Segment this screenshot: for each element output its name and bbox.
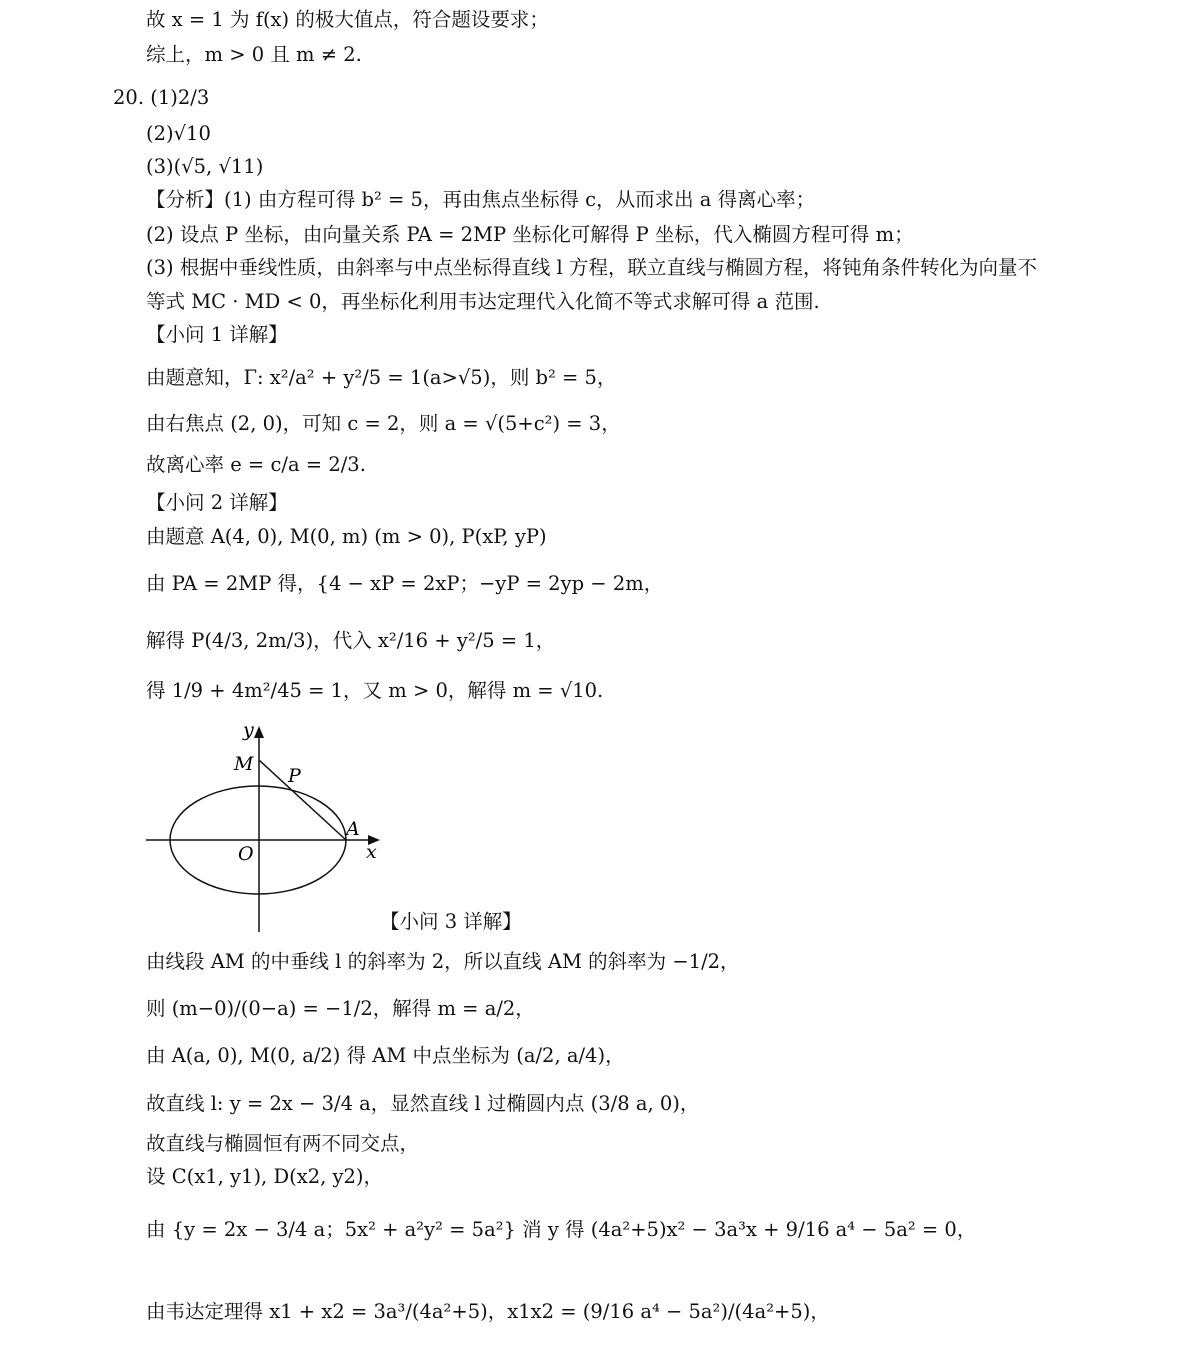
sub3-step-3: 由 A(a, 0), M(0, a/2) 得 AM 中点坐标为 (a/2, a/4)，	[146, 1044, 625, 1067]
label-P: P	[288, 765, 301, 787]
analysis-line-2: (2) 设点 P 坐标，由向量关系 PA = 2MP 坐标化可解得 P 坐标，代入椭圆方程可得 m；	[146, 223, 914, 246]
label-x: x	[366, 841, 377, 863]
sub3-step-2: 则 (m−0)/(0−a) = −1/2，解得 m = a/2，	[146, 997, 535, 1020]
text-line-2: 综上，m > 0 且 m ≠ 2.	[146, 43, 362, 66]
y-axis-arrow	[254, 726, 264, 738]
text-line-1: 故 x = 1 为 f(x) 的极大值点，符合题设要求；	[146, 8, 549, 31]
sub2-step-1: 由题意 A(4, 0), M(0, m) (m > 0), P(xP, yP)	[146, 525, 547, 548]
problem-number: 20. (1)	[113, 86, 178, 109]
sub2-step-4: 得 1/9 + 4m²/45 = 1，又 m > 0，解得 m = √10.	[146, 679, 604, 702]
ellipse-figure	[140, 718, 400, 936]
sub2-step-3: 解得 P(4/3, 2m/3)，代入 x²/16 + y²/5 = 1，	[146, 629, 556, 652]
sub3-step-6: 设 C(x1, y1), D(x2, y2)，	[146, 1165, 384, 1188]
sub1-step-1: 由题意知，Γ: x²/a² + y²/5 = 1(a>√5)，则 b² = 5，	[146, 366, 617, 389]
sub3-step-4: 故直线 l: y = 2x − 3/4 a，显然直线 l 过椭圆内点 (3/8 a, 0)，	[146, 1092, 700, 1115]
sub1-step-3: 故离心率 e = c/a = 2/3.	[146, 453, 366, 476]
label-O: O	[238, 843, 254, 865]
answer-1-value: 2/3	[177, 86, 210, 109]
analysis-line-1: 【分析】(1) 由方程可得 b² = 5，再由焦点坐标得 c，从而求出 a 得离心率；	[146, 188, 816, 211]
heading-sub-question-3: 【小问 3 详解】	[380, 910, 522, 933]
heading-sub-question-1: 【小问 1 详解】	[146, 323, 288, 346]
sub1-step-2: 由右焦点 (2, 0)，可知 c = 2，则 a = √(5+c²) = 3，	[146, 412, 621, 435]
problem-20-answer-1	[113, 84, 209, 112]
label-A: A	[346, 818, 360, 840]
problem-20-answer-2: (2)√10	[146, 122, 211, 145]
label-y: y	[243, 719, 254, 741]
analysis-line-3: (3) 根据中垂线性质，由斜率与中点坐标得直线 l 方程，联立直线与椭圆方程，将钝角条件转化为向量不	[146, 256, 1037, 279]
segment-MA	[259, 760, 346, 840]
heading-sub-question-2: 【小问 2 详解】	[146, 491, 288, 514]
sub3-step-7: 由 {y = 2x − 3/4 a；5x² + a²y² = 5a²} 消 y 得 (4a²+5)x² − 3a³x + 9/16 a⁴ − 5a² = 0，	[146, 1218, 977, 1241]
analysis-line-4: 等式 MC · MD < 0，再坐标化利用韦达定理代入化简不等式求解可得 a 范围.	[146, 290, 820, 313]
problem-20-answer-3: (3)(√5, √11)	[146, 155, 264, 178]
sub2-step-2: 由 PA = 2MP 得，{4 − xP = 2xP；−yP = 2yp − 2m，	[146, 572, 664, 595]
label-M: M	[234, 753, 254, 775]
sub3-step-1: 由线段 AM 的中垂线 l 的斜率为 2，所以直线 AM 的斜率为 −1/2，	[146, 950, 740, 973]
sub3-step-8: 由韦达定理得 x1 + x2 = 3a³/(4a²+5)，x1x2 = (9/16 a⁴ − 5a²)/(4a²+5)，	[146, 1300, 830, 1323]
sub3-step-5: 故直线与椭圆恒有两不同交点，	[146, 1132, 420, 1155]
